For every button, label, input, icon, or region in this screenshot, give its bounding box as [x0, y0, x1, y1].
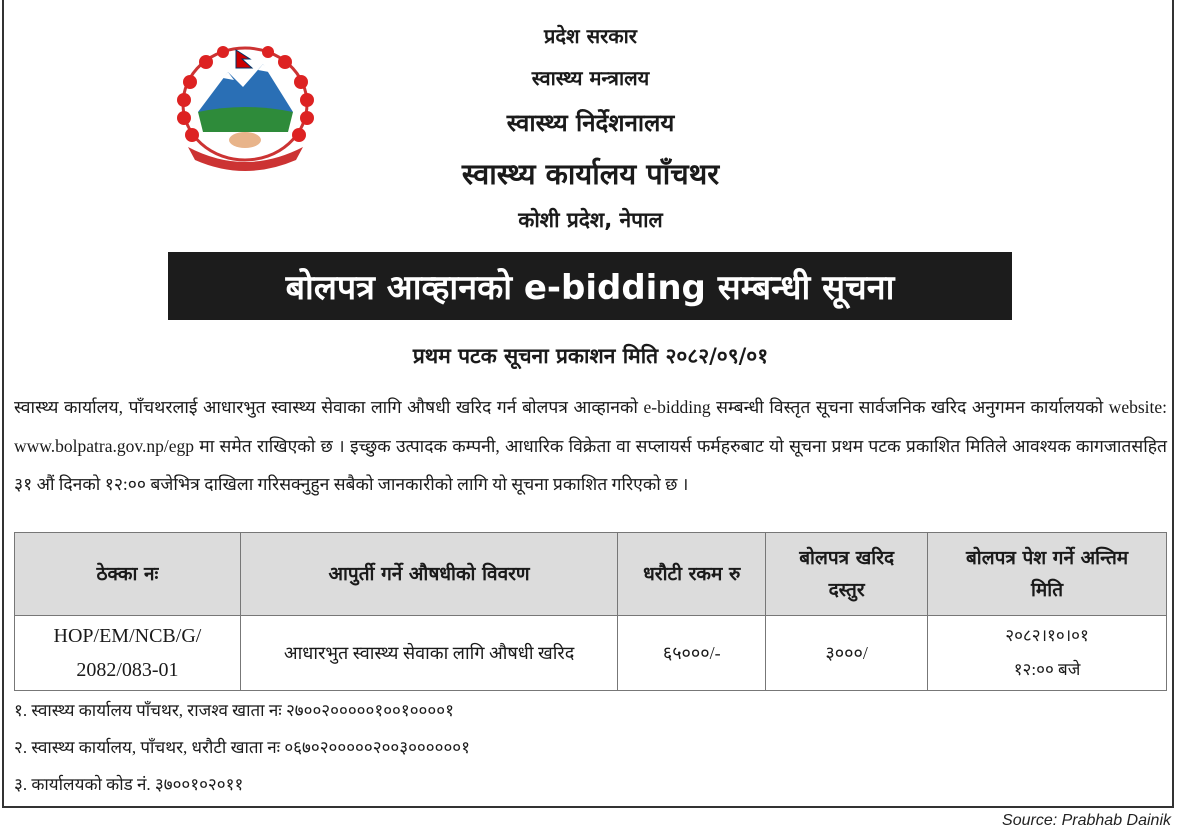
header-location: कोशी प्रदेश, नेपाल [518, 208, 663, 232]
note-item: ३. कार्यालयको कोड नं. ३७००१०२०११ [14, 775, 244, 794]
bid-table [14, 532, 1167, 691]
notice-body: स्वास्थ्य कार्यालय, पाँचथरलाई आधारभुत स्वास्थ्य सेवाका लागि औषधी खरिद गर्न बोलपत्र आव्हानको e-bidding सम्बन्धी विस्तृत सूचना सार्वजनिक खरिद अनुगमन कार्यालयको website: www.bolpatra.gov.np/egp मा समेत राखिएको छ । इच्छुक उत्पादक कम्पनी, आधारिक विक्रेता वा सप्लायर्स फर्महरुबाट यो सूचना प्रथम पटक प्रकाशित मितिले आवश्यक कागजातसहित ३१ औं दिनको १२:०० बजेभित्र दाखिला गरिसक्नुहुन सबैको जानकारीको लागि यो सूचना प्रकाशित गरिएको छ । [14, 397, 1167, 494]
header-office: स्वास्थ्य कार्यालय पाँचथर [461, 157, 720, 191]
cell-description: आधारभुत स्वास्थ्य सेवाका लागि औषधी खरिद [240, 616, 617, 691]
header-deadline [928, 533, 1167, 616]
header-deadline-label: बोलपत्र पेश गर्ने अन्तिम मिति [965, 547, 1129, 601]
header-province-government: प्रदेश सरकार [544, 24, 637, 48]
cell-fee: ३०००/ [766, 616, 928, 691]
notes-list [14, 696, 470, 807]
table-header-row [15, 533, 1167, 616]
contract-no-line1: HOP/EM/NCB/G/ [53, 625, 202, 647]
header-deposit: धरौटी रकम रु [618, 533, 766, 616]
header-ministry: स्वास्थ्य मन्त्रालय [531, 66, 650, 90]
contract-no-line2: 2082/083-01 [76, 659, 179, 681]
cell-deadline [928, 616, 1167, 691]
header-contract-no: ठेक्का नः [15, 533, 241, 616]
deadline-date: २०८२।१०।०१ [1005, 626, 1089, 645]
source-credit: Source: Prabhab Dainik [1002, 812, 1171, 829]
header-directorate: स्वास्थ्य निर्देशनालय [506, 109, 675, 137]
cell-deposit: ६५०००/- [618, 616, 766, 691]
note-item: २. स्वास्थ्य कार्यालय, पाँचथर, धरौटी खाता नः ०६७०२०००००२००३००००००१ [14, 738, 470, 757]
header-fee [766, 533, 928, 616]
notice-title: बोलपत्र आव्हानको e-bidding सम्बन्धी सूचना [168, 252, 1012, 320]
table-row [15, 616, 1167, 691]
header-description: आपुर्ती गर्ने औषधीको विवरण [240, 533, 617, 616]
header-fee-label: बोलपत्र खरिद दस्तुर [799, 547, 895, 601]
cell-contract-no [15, 616, 241, 691]
deadline-time: १२:०० बजे [1013, 660, 1081, 679]
publication-date: प्रथम पटक सूचना प्रकाशन मिति २०८२/०९/०१ [412, 344, 769, 368]
note-item: १. स्वास्थ्य कार्यालय पाँचथर, राजश्व खाता नः २७००२०००००१००१००००१ [14, 701, 454, 720]
